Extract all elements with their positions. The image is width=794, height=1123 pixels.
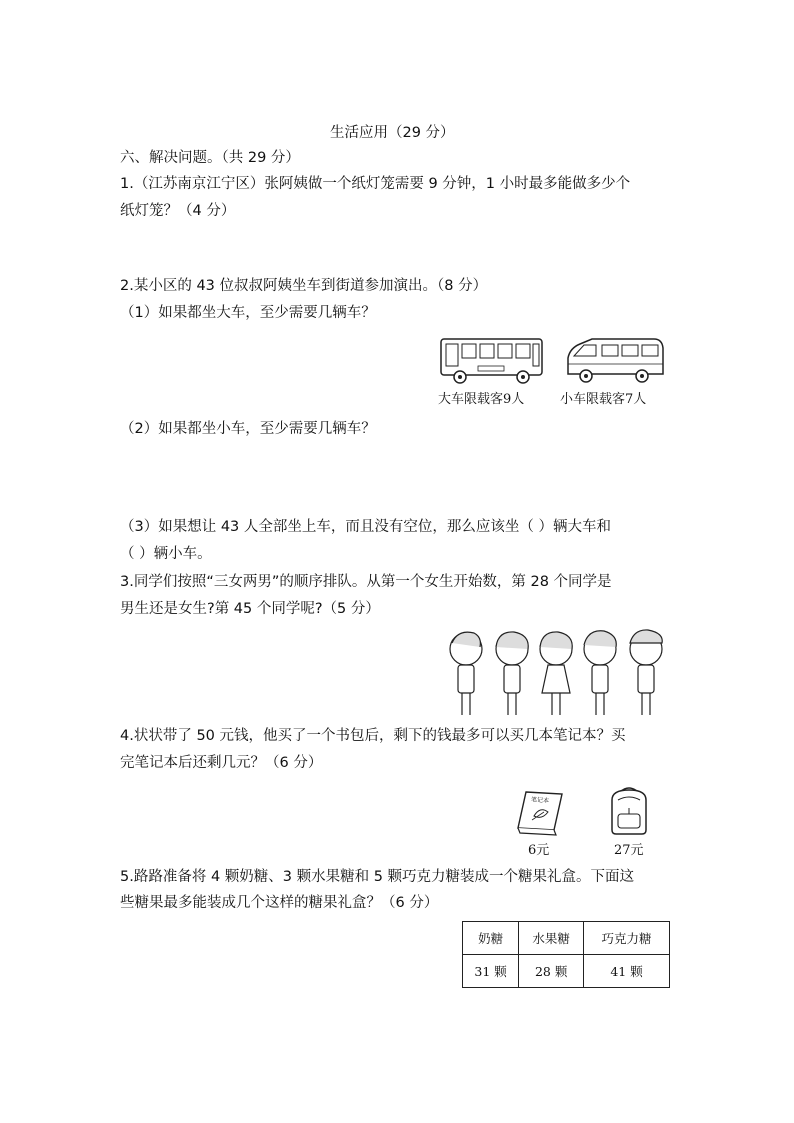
q2-sub2: （2）如果都坐小车，至少需要几辆车？	[120, 421, 376, 437]
table-cell: 31 颗	[463, 955, 519, 988]
q4-line2: 完笔记本后还剩几元？（6 分）	[120, 755, 323, 771]
table-cell: 41 颗	[584, 955, 670, 988]
backpack-price: 27元	[614, 843, 644, 858]
q1-line2: 纸灯笼？（4 分）	[120, 203, 236, 219]
q5-line2: 些糖果最多能装成几个这样的糖果礼盒？（6 分）	[120, 895, 439, 911]
candy-table	[462, 921, 670, 988]
notebook-price: 6元	[528, 843, 550, 858]
q2-sub3-line2: （ ）辆小车。	[120, 546, 212, 562]
backpack-illustration	[606, 784, 652, 836]
children-queue-illustration	[444, 627, 672, 719]
table-header-cell: 奶糖	[463, 922, 519, 955]
small-bus-illustration	[562, 336, 668, 386]
notebook-cover-text: 笔记本	[530, 796, 550, 805]
page-title: 生活应用（29 分）	[330, 125, 455, 141]
table-cell: 28 颗	[519, 955, 584, 988]
q1-line1: 1.（江苏南京江宁区）张阿姨做一个纸灯笼需要 9 分钟，1 小时最多能做多少个	[120, 176, 631, 192]
q5-line1: 5.路路准备将 4 颗奶糖、3 颗水果糖和 5 颗巧克力糖装成一个糖果礼盒。下面这	[120, 869, 635, 885]
table-header-row	[463, 922, 670, 955]
q3-line1: 3.同学们按照“三女两男”的顺序排队。从第一个女生开始数，第 28 个同学是	[120, 574, 612, 590]
table-header-cell: 巧克力糖	[584, 922, 670, 955]
q3-line2: 男生还是女生?第 45 个同学呢?（5 分）	[120, 601, 380, 617]
table-header-cell: 水果糖	[519, 922, 584, 955]
table-row	[463, 955, 670, 988]
q2-stem: 2.某小区的 43 位叔叔阿姨坐车到街道参加演出。（8 分）	[120, 278, 488, 294]
q2-sub3-line1: （3）如果想让 43 人全部坐上车，而且没有空位，那么应该坐（ ）辆大车和	[120, 519, 612, 535]
section-heading: 六、解决问题。（共 29 分）	[120, 150, 300, 166]
small-bus-caption: 小车限载客7人	[560, 392, 647, 407]
q4-line1: 4.状状带了 50 元钱，他买了一个书包后，剩下的钱最多可以买几本笔记本？买	[120, 728, 626, 744]
big-bus-illustration	[438, 336, 546, 386]
big-bus-caption: 大车限载客9人	[438, 392, 525, 407]
q2-sub1: （1）如果都坐大车，至少需要几辆车？	[120, 305, 376, 321]
